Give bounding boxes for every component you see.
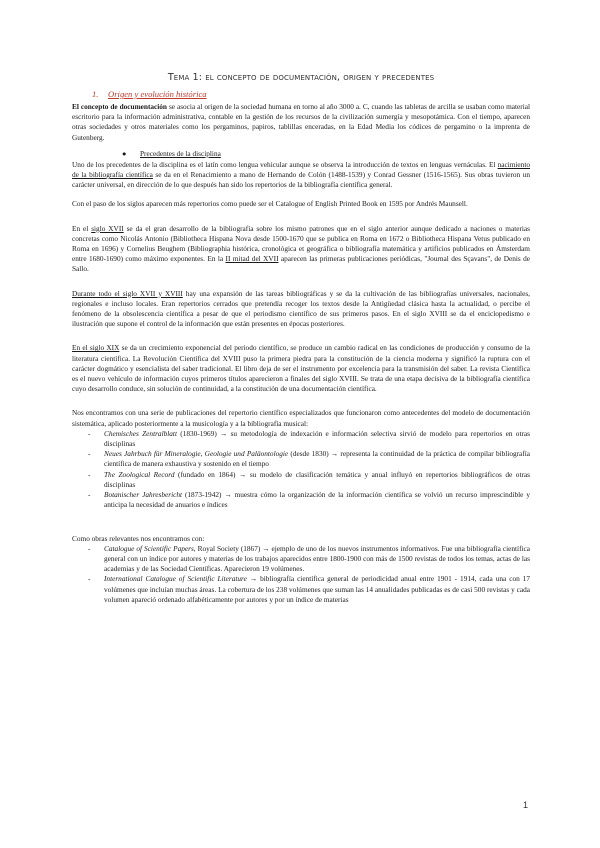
section-heading (92, 89, 530, 99)
section-number: 1. (92, 89, 99, 99)
section-title: Origen y evolución histórica (108, 89, 207, 99)
paragraph-publications: Nos encontramos con una serie de publicaciones del repertorio científico especializados que funcionaron como antecedentes del modelo de documentación sistemática, aplicado posteriormente a la musicología y a la bibliografía musical: (72, 408, 530, 428)
underlined-term: siglo XVII (91, 223, 124, 233)
italic-title: Neues Jahrbuch für Mineralogie, Geologie und Paläontologie (104, 449, 289, 459)
paragraph-repertoires: Con el paso de los siglos aparecen más repertorios como puede ser el Catalogue of English Printed Book en 1595 por Andrés Maunsell. (72, 199, 468, 209)
page-number: 1 (522, 800, 528, 810)
publications-list (72, 429, 530, 511)
paragraph-text: se da un crecimiento exponencial del periodo científico, se produce un cambio radical en las condiciones de producción y consumo de la literatura científica. La Revolución Científica del XVIII puso la primera piedra para la constitución de la ciencia moderna y significó la ruptura con el carácter dogmático y esencialista del saber tradicional. El libro deja de ser el instrumento por excelencia para la transmisión del saber. La revista Científica es el nuevo vehículo de información cuyos primeros títulos aparecieron a finales del siglo XVIII. Se trata de una etapa decisiva de la bibliografía científica cuyo desarrollo conduce, sin solución de continuidad, a la constitución de una documentación científica. (72, 343, 530, 394)
list-item: - International Catalogue of Scientific Literature → bibliografía científica general de periodicidad anual entre 1901 - 1914, cada una con 17 volúmenes que incluían muchas áreas. La cobertura de los 238 volúmenes que suman las 14 anualidades publicadas es de casi 500 revistas y cada volumen apareció ordenado alfabéticamente por autores y por un índice de materias (88, 574, 531, 604)
bullet-heading (122, 149, 530, 159)
underlined-term: En el siglo XIX (72, 343, 120, 353)
paragraph-origin (72, 102, 530, 143)
paragraph-precedents (72, 160, 530, 191)
list-item: - Botanischer Jahresbericht (1873-1942) → muestra cómo la organización de la información científica se volvió un recurso imprescindible y anticipa la necesidad de anuarios e índices (88, 490, 530, 510)
italic-title: The Zoological Record (104, 469, 175, 479)
list-item: - The Zoological Record (fundado en 1864) → su modelo de clasificación temática y anual influyó en repertorios bibliográficos de otras disciplinas (88, 469, 530, 489)
list-item: - Catalogue of Scientific Papers, Royal Society (1867) → ejemplo de uno de los nuevos instrumentos informativos. Fue una bibliografía científica general con un índice por autores y materias de los trabajos aparecidos entre 1800-1900 con más de 1500 revistas de todos los temas, actas de las academias y de las Sociedad Científicas. Aparecieron 19 volúmenes. (88, 543, 531, 574)
page-title: Tema 1: el concepto de documentación, origen y precedentes (167, 72, 435, 83)
underlined-term: II mitad del XVII (225, 254, 279, 264)
italic-title: International Catalogue of Scientific Literature (104, 574, 247, 584)
paragraph-xvii (72, 224, 530, 275)
list-item: - Chemisches Zentralblatt (1830-1969) → su metodología de indexación e información selectiva sirvió de modelo para repertorios en otras disciplinas (88, 428, 530, 449)
paragraph-text: se da en el Renacimiento a mano de Hernando de Colón (1488-1539) y Conrad Gessner (1516-1565). Sus obras tuvieron un carácter universal, en dirección de lo que después han sido los repertorios de la bibliografía científica general. (72, 170, 531, 190)
underlined-term: Durante todo el siglo XVII y XVIII (72, 288, 183, 298)
paragraph-text: se da el gran desarrollo de la bibliografía sobre los mismo patrones que en el siglo anterior aunque dedicado a naciones o materias concretas como Nicolás Antonio (Bibliotheca Hispana Nova desde 1500-1670 que se publica en Roma en 1672 o Bibliotheca Hispana Vetus publicado en Roma en 1696) y Cornelius Beughem (Bibliographia histórica, cronológica et geográfica o bibliografía matemática y artificios publicados en Ámsterdam entre 1680-1690) como máximo exponentes. En la (72, 223, 530, 264)
paragraph-works: Como obras relevantes nos encontramos con: (72, 533, 205, 543)
paragraph-xix (72, 343, 530, 394)
bullet-icon: ● (122, 148, 127, 158)
paragraph-text: se asocia al origen de la sociedad humana en torno al año 3000 a. C, cuando las tabletas de arcilla se usaban como material escritorio para la información administrativa, contable en la gestión de los recursos de la civilización sumergía y mesopotámica. Con el tiempo, aparecen otras sociedades y otros materiales como los pergaminos, papiros, tablillas enceradas, en la Edad Media los códices de pergamino o la imprenta de Gutenberg. (72, 102, 530, 142)
paragraph-text: En el (72, 223, 92, 233)
list-item: - Neues Jahrbuch für Mineralogie, Geologie und Paläontologie (desde 1830) → representa la continuidad de la práctica de compilar bibliografía científica de manera exhaustiva y sostenido en el tiempo (88, 449, 530, 469)
underlined-term: nacimiento de la bibliografía científica (72, 159, 530, 180)
works-list (72, 544, 530, 605)
italic-title: Chemisches Zentralblatt (104, 428, 177, 438)
bullet-heading-text: Precedentes de la disciplina (140, 148, 221, 158)
italic-title: Catalogue of Scientific Papers (104, 543, 194, 553)
paragraph-text: hay una expansión de las tareas bibliográficas y se da la cultivación de las bibliografías universales, nacionales, regionales e incluso locales. Eran repertorios cerrados que pretendía recoger los textos desde la Antigüedad clásica hasta la actualidad, o percibe el fenómeno de la obsolescencia científica a pesar de que el periodismo científico de sus primeros pasos. En el siglo XVIII se da el enciclopedismo e ilustración que supone el control de la información que están presentes en épocas posteriores. (72, 288, 530, 329)
italic-title: Botanischer Jahresbericht (104, 490, 183, 500)
paragraph-text: Uno de los precedentes de la disciplina es el latín como lengua vehicular aunque se observa la introducción de textos en lenguas vernáculas. El (72, 159, 498, 169)
paragraph-text: aparecen las primeras publicaciones periódicas, "Journal des Sçavans", de Denis de Sallo. (72, 254, 531, 274)
bold-term: El concepto de documentación (72, 102, 167, 111)
paragraph-xviii (72, 289, 530, 330)
document-page (72, 72, 530, 605)
